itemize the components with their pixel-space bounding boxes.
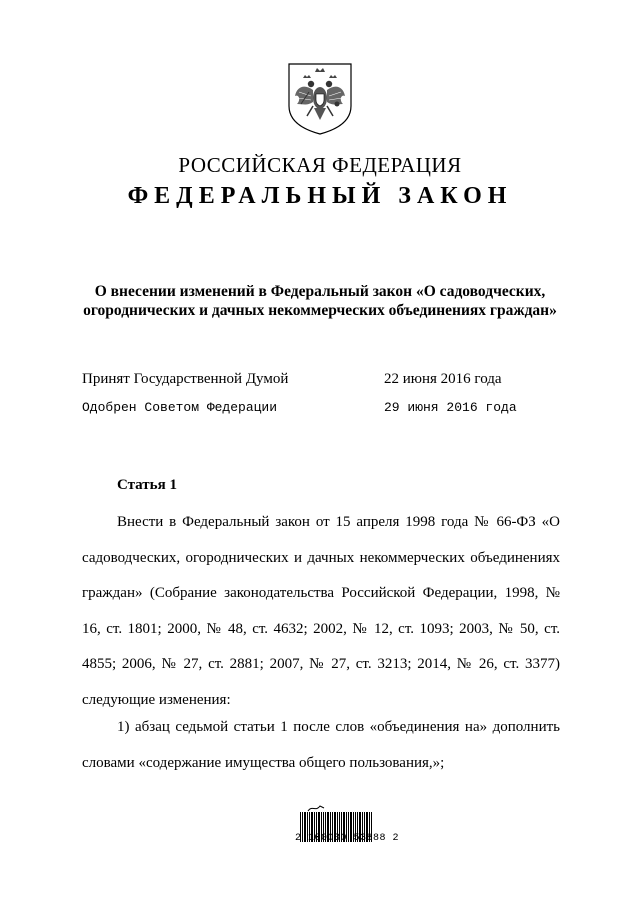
article-title: Статья 1 bbox=[117, 477, 177, 493]
duma-date: 22 июня 2016 года bbox=[384, 371, 502, 387]
article-paragraph: 1) абзац седьмой статьи 1 после слов «объединения на» дополнить словами «содержание имущества общего пользования,»; bbox=[82, 719, 560, 771]
council-label: Одобрен Советом Федерации bbox=[82, 400, 278, 415]
document-type: ФЕДЕРАЛЬНЫЙ ЗАКОН bbox=[127, 183, 513, 209]
barcode-number: 2 100030 53888 2 bbox=[295, 833, 400, 844]
council-date: 29 июня 2016 года bbox=[384, 400, 517, 415]
article-paragraph: Внести в Федеральный закон от 15 апреля 1998 года № 66-ФЗ «О садоводческих, огороднических и дачных некоммерческих объединениях граждан» (Собрание законодательства Российской Федерации, 1998, № 16, ст. 1801; 2000, № 48, ст. 4632; 2002, № 12, ст. 1093; 2003, № 50, ст. 4855; 2006, № 27, ст. 2881; 2007, № 27, ст. 3213; 2014, № 26, ст. 3377) следующие изменения: bbox=[82, 514, 560, 708]
coat-of-arms-icon bbox=[287, 62, 353, 136]
duma-label: Принят Государственной Думой bbox=[82, 371, 289, 387]
law-title: О внесении изменений в Федеральный закон «О садоводческих, огороднических и дачных некоммерческих объединениях граждан» bbox=[83, 283, 557, 319]
country-name: РОССИЙСКАЯ ФЕДЕРАЦИЯ bbox=[178, 153, 462, 177]
